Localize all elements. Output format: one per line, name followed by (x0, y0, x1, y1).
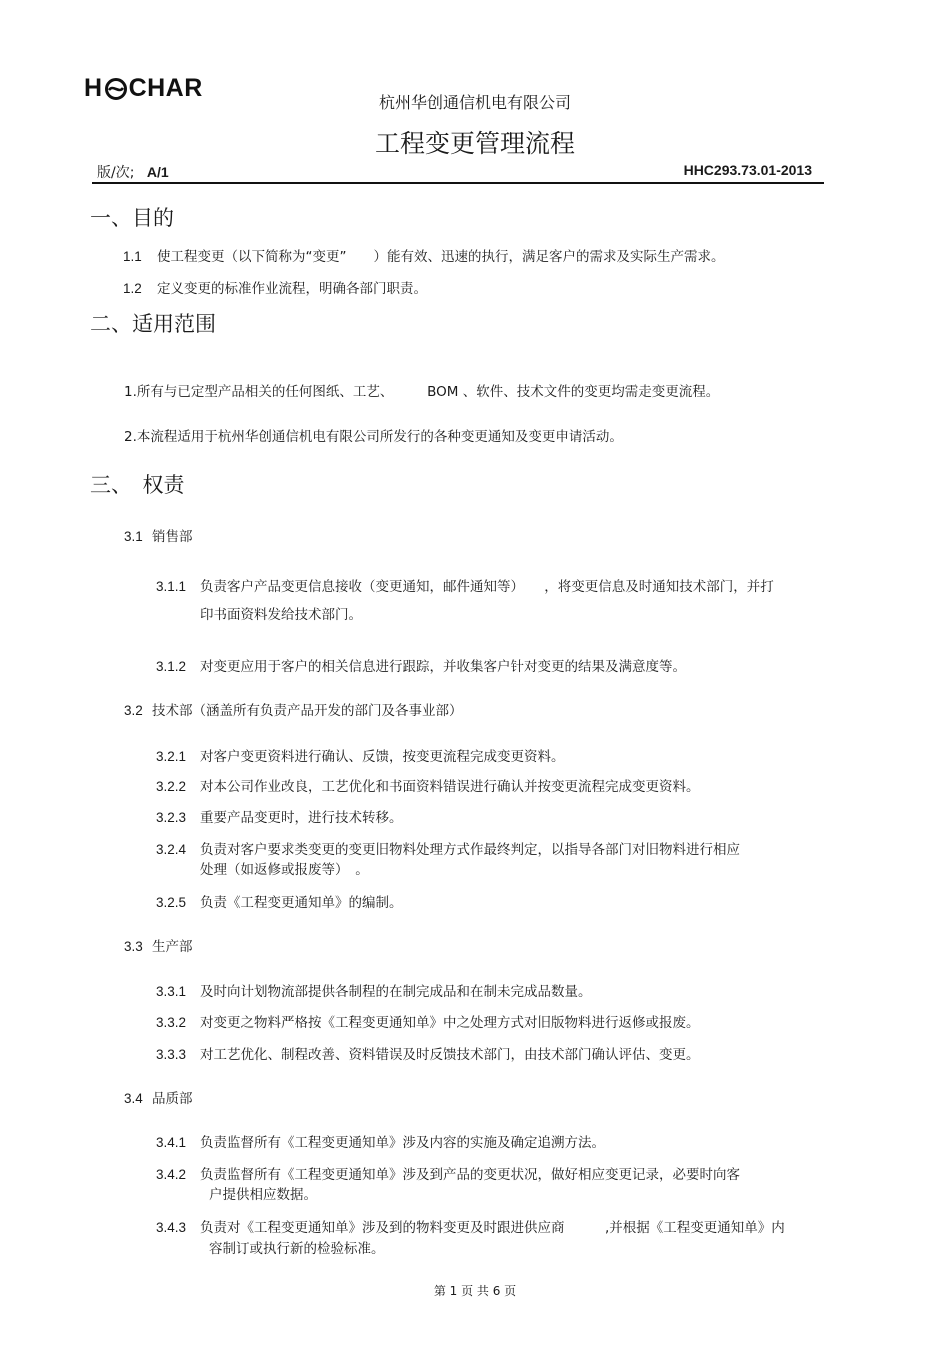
section-1-heading: 一、目的 (90, 206, 174, 230)
item-text: 负责监督所有《工程变更通知单》涉及到产品的变更状况，做好相应变更记录，必要时向客 (200, 1167, 740, 1183)
item-number: 3.4.2 (156, 1167, 187, 1182)
version-value: A/1 (146, 164, 169, 180)
item-text: 负责客户产品变更信息接收（变更通知，邮件通知等） ，将变更信息及时通知技术部门，并打 (200, 579, 774, 595)
item-3-2-4 (156, 838, 740, 858)
item-number: 1.1 (123, 249, 142, 264)
item-text: 品质部 (152, 1091, 193, 1107)
company-name: 杭州华创通信机电有限公司 (378, 93, 571, 112)
item-text: 负责《工程变更通知单》的编制。 (200, 895, 403, 911)
subsection-3-2 (124, 699, 463, 719)
item-3-4-1 (156, 1131, 605, 1151)
item-text: 生产部 (152, 939, 193, 955)
item-3-2-5 (156, 891, 403, 911)
item-text: 技术部（涵盖所有负责产品开发的部门及各事业部） (152, 703, 463, 719)
item-3-1-1 (156, 575, 774, 595)
logo-text-char: CHAR (128, 74, 203, 102)
item-3-2-3 (156, 806, 403, 826)
item-text: 使工程变更（以下简称为“变更” ）能有效、迅速的执行，满足客户的需求及实际生产需求。 (157, 249, 725, 265)
item-1-2 (123, 277, 427, 297)
item-number: 3.1.2 (156, 659, 187, 674)
item-number: 3.4.1 (156, 1135, 187, 1150)
item-text: 负责监督所有《工程变更通知单》涉及内容的实施及确定追溯方法。 (200, 1135, 605, 1151)
item-1-1 (123, 245, 725, 265)
subsection-3-1 (124, 525, 193, 545)
page-title: 工程变更管理流程 (374, 129, 575, 158)
item-3-4-3 (156, 1216, 785, 1236)
item-number: 3.3.3 (156, 1047, 187, 1062)
item-text: 对变更之物料严格按《工程变更通知单》中之处理方式对旧版物料进行返修或报废。 (200, 1015, 700, 1031)
logo-text-h: H (84, 74, 103, 102)
item-text: 对工艺优化、制程改善、资料错误及时反馈技术部门，由技术部门确认评估、变更。 (200, 1047, 700, 1063)
item-text: 重要产品变更时，进行技术转移。 (200, 810, 403, 826)
item-text: 负责对客户要求类变更的变更旧物料处理方式作最终判定，以指导各部门对旧物料进行相应 (200, 842, 740, 858)
item-number: 3.1.1 (156, 579, 187, 594)
item-text: 对客户变更资料进行确认、反馈，按变更流程完成变更资料。 (200, 749, 565, 765)
section-3-heading: 三、 权责 (90, 473, 185, 497)
item-number: 3.4.3 (156, 1220, 187, 1235)
item-number: 3.3 (124, 939, 143, 954)
item-number: 3.1 (124, 529, 143, 544)
doc-number: HHC293.73.01-2013 (683, 162, 812, 178)
version-info (97, 162, 169, 182)
item-number: 3.3.1 (156, 984, 187, 999)
item-number: 3.2.2 (156, 779, 187, 794)
item-3-2-2 (156, 775, 700, 795)
item-3-4-2 (156, 1163, 740, 1183)
item-text: 销售部 (152, 529, 193, 545)
item-3-3-1 (156, 980, 592, 1000)
item-3-1-2 (156, 655, 686, 675)
version-label: 版/次; (97, 165, 135, 181)
item-3-3-3 (156, 1043, 700, 1063)
item-number: 3.3.2 (156, 1015, 187, 1030)
item-3-4-2-cont: 户提供相应数据。 (209, 1187, 317, 1203)
item-number: 3.2.3 (156, 810, 187, 825)
item-number: 1.2 (123, 281, 142, 296)
item-3-4-3-cont: 容制订或执行新的检验标准。 (209, 1241, 385, 1257)
item-number: 3.2.5 (156, 895, 187, 910)
scope-item-1: 1.所有与已定型产品相关的任何图纸、工艺、 BOM 、软件、技术文件的变更均需走变更流程。 (124, 384, 720, 400)
item-number: 3.2 (124, 703, 143, 718)
item-number: 3.4 (124, 1091, 143, 1106)
subsection-3-3 (124, 935, 193, 955)
header-divider (92, 182, 824, 184)
item-text: 定义变更的标准作业流程，明确各部门职责。 (157, 281, 427, 297)
item-text: 负责对《工程变更通知单》涉及到的物料变更及时跟进供应商 ,并根据《工程变更通知单》内 (200, 1220, 785, 1236)
item-number: 3.2.4 (156, 842, 187, 857)
item-text: 对本公司作业改良，工艺优化和书面资料错误进行确认并按变更流程完成变更资料。 (200, 779, 700, 795)
item-3-3-2 (156, 1011, 700, 1031)
item-text: 对变更应用于客户的相关信息进行跟踪，并收集客户针对变更的结果及满意度等。 (200, 659, 686, 675)
item-3-2-1 (156, 745, 565, 765)
item-number: 3.2.1 (156, 749, 187, 764)
item-3-1-1-cont: 印书面资料发给技术部门。 (200, 607, 362, 623)
item-3-2-4-cont: 处理（如返修或报废等） 。 (200, 862, 369, 878)
scope-item-2: 2.本流程适用于杭州华创通信机电有限公司所发行的各种变更通知及变更申请活动。 (124, 429, 623, 445)
item-text: 及时向计划物流部提供各制程的在制完成品和在制未完成品数量。 (200, 984, 592, 1000)
page-number: 第 1 页 共 6 页 (433, 1284, 517, 1298)
section-2-heading: 二、适用范围 (90, 312, 216, 336)
subsection-3-4 (124, 1087, 193, 1107)
